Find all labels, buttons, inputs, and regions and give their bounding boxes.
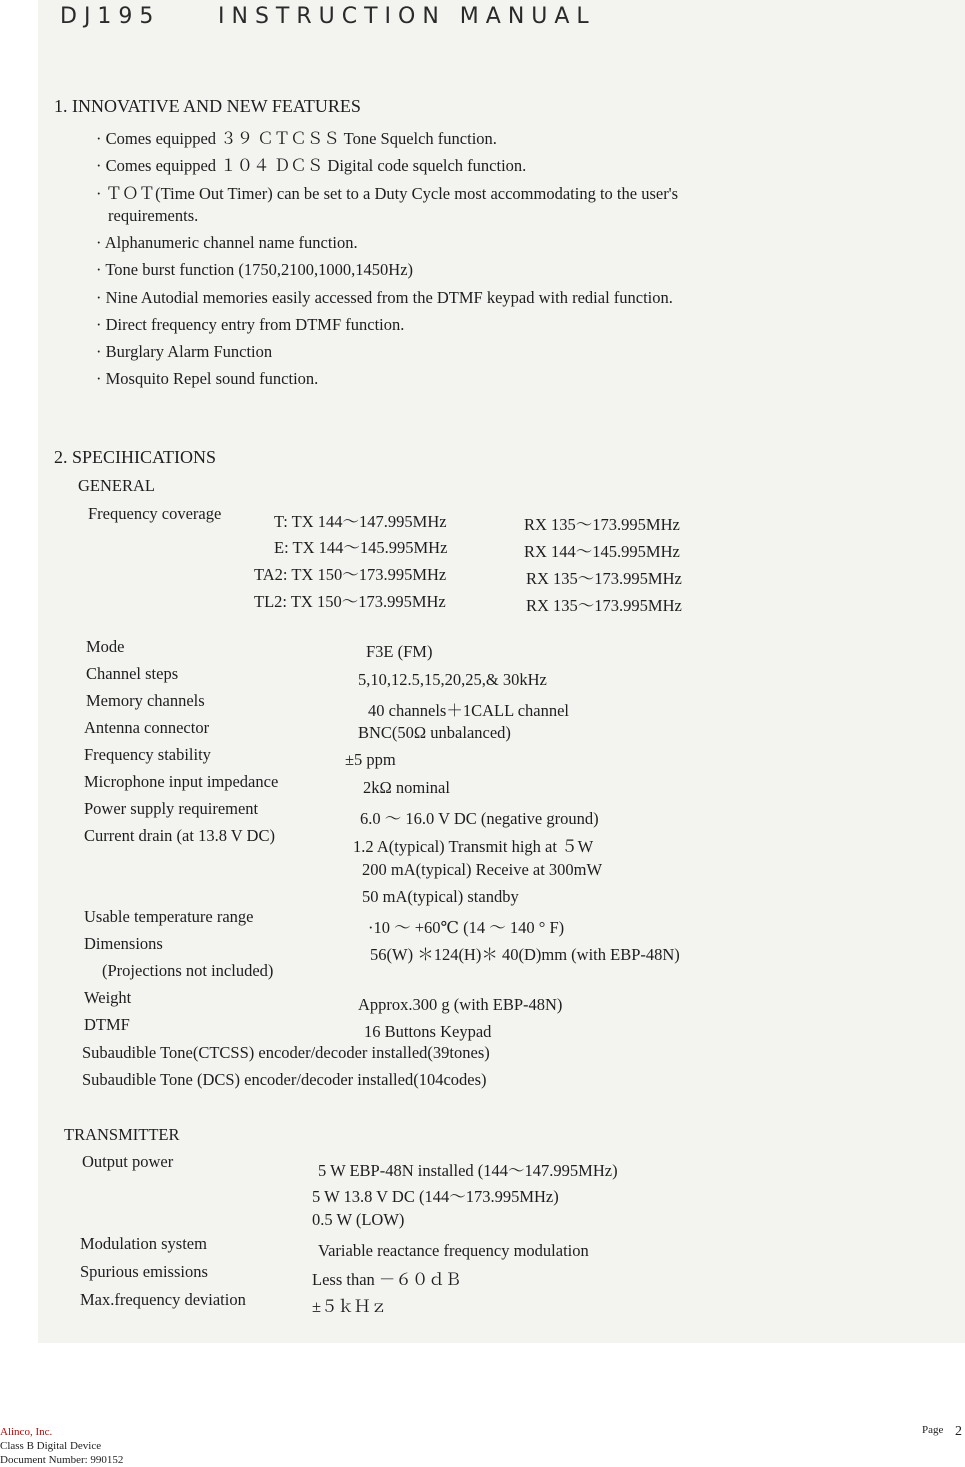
tx-value: Less than －６０ｄＢ bbox=[312, 1270, 462, 1289]
spec-label: Antenna connector bbox=[84, 718, 210, 737]
tx-label: Max.frequency deviation bbox=[80, 1290, 246, 1309]
model-number: DJ195 bbox=[60, 4, 161, 29]
page-label: Page bbox=[922, 1424, 944, 1436]
spec-label: Channel steps bbox=[86, 664, 179, 683]
manual-title: INSTRUCTION MANUAL bbox=[218, 4, 596, 29]
spec-value: ·10 ～ +60℃ (14 ～ 140 ° F) bbox=[368, 918, 565, 937]
features-heading: 1. INNOVATIVE AND NEW FEATURES bbox=[54, 96, 361, 116]
spec-label: Current drain (at 13.8 V DC) bbox=[84, 826, 275, 845]
tx-value: 5 W EBP-48N installed (144～147.995MHz) bbox=[318, 1161, 618, 1180]
spec-value: 40 channels＋1CALL channel bbox=[368, 701, 569, 720]
feature-item: · Tone burst function (1750,2100,1000,1450Hz) bbox=[96, 260, 414, 279]
spec-value: 16 Buttons Keypad bbox=[364, 1022, 492, 1041]
spec-label: Usable temperature range bbox=[84, 907, 254, 926]
freq-tx: TA2: TX 150～173.995MHz bbox=[254, 565, 447, 584]
spec-label: Microphone input impedance bbox=[84, 772, 279, 791]
spec-value: BNC(50Ω unbalanced) bbox=[358, 723, 511, 742]
footer-company: Alinco, Inc. bbox=[0, 1426, 53, 1438]
spec-value: Approx.300 g (with EBP-48N) bbox=[358, 995, 563, 1014]
spec-label: Power supply requirement bbox=[84, 799, 259, 818]
spec-label: Mode bbox=[86, 637, 125, 656]
spec-value: 200 mA(typical) Receive at 300mW bbox=[362, 860, 603, 879]
feature-item: · Comes equipped １０４ ＤＣＳ Digital code squelch function. bbox=[96, 156, 527, 175]
tx-value: Variable reactance frequency modulation bbox=[318, 1241, 589, 1260]
spec-value: 6.0 ～ 16.0 V DC (negative ground) bbox=[360, 809, 599, 828]
spec-value: ±5 ppm bbox=[345, 750, 396, 769]
tx-value: ±５ｋＨｚ bbox=[312, 1297, 388, 1316]
spec-label: Subaudible Tone (DCS) encoder/decoder installed(104codes) bbox=[82, 1070, 487, 1089]
spec-label: Memory channels bbox=[86, 691, 205, 710]
freq-tx: E: TX 144～145.995MHz bbox=[274, 538, 448, 557]
transmitter-subheading: TRANSMITTER bbox=[64, 1125, 180, 1144]
tx-label: Spurious emissions bbox=[80, 1262, 208, 1281]
spec-value: 56(W) ＊124(H)＊ 40(D)mm (with EBP-48N) bbox=[370, 945, 680, 964]
footer-device-class: Class B Digital Device bbox=[0, 1440, 102, 1452]
spec-label: Frequency stability bbox=[84, 745, 211, 764]
feature-item: · Direct frequency entry from DTMF function. bbox=[96, 315, 405, 334]
feature-item: · Mosquito Repel sound function. bbox=[96, 369, 319, 388]
specifications-heading: 2. SPECIHICATIONS bbox=[54, 447, 217, 467]
general-subheading: GENERAL bbox=[78, 476, 155, 495]
freq-rx: RX 135～173.995MHz bbox=[524, 515, 680, 534]
footer-block bbox=[0, 1425, 123, 1467]
spec-label: Dimensions bbox=[84, 934, 163, 953]
spec-label: Weight bbox=[84, 988, 132, 1007]
freq-rx: RX 135～173.995MHz bbox=[526, 569, 682, 588]
spec-value: 5,10,12.5,15,20,25,& 30kHz bbox=[358, 670, 547, 689]
spec-note: (Projections not included) bbox=[102, 961, 274, 980]
spec-label: Subaudible Tone(CTCSS) encoder/decoder installed(39tones) bbox=[82, 1043, 490, 1062]
feature-item: · Burglary Alarm Function bbox=[96, 342, 273, 361]
spec-value: F3E (FM) bbox=[366, 642, 433, 661]
frequency-coverage-label: Frequency coverage bbox=[88, 504, 222, 523]
freq-rx: RX 135～173.995MHz bbox=[526, 596, 682, 615]
freq-tx: T: TX 144～147.995MHz bbox=[274, 512, 447, 531]
freq-tx: TL2: TX 150～173.995MHz bbox=[254, 592, 446, 611]
feature-item: · ＴＯＴ(Time Out Timer) can be set to a Duty Cycle most accommodating to the user's bbox=[96, 184, 679, 203]
feature-item-continued: requirements. bbox=[108, 206, 199, 225]
spec-value: 1.2 A(typical) Transmit high at ５W bbox=[353, 837, 594, 856]
tx-value: 0.5 W (LOW) bbox=[312, 1210, 405, 1229]
footer-document-number: Document Number: 990152 bbox=[0, 1454, 124, 1466]
feature-item: · Nine Autodial memories easily accessed from the DTMF keypad with redial function. bbox=[96, 288, 673, 307]
spec-label: DTMF bbox=[84, 1015, 130, 1034]
spec-value: 50 mA(typical) standby bbox=[362, 887, 519, 906]
page-number: 2 bbox=[955, 1424, 962, 1439]
spec-value: 2kΩ nominal bbox=[363, 778, 450, 797]
freq-rx: RX 144～145.995MHz bbox=[524, 542, 680, 561]
scanned-page bbox=[38, 0, 965, 1343]
feature-item: · Alphanumeric channel name function. bbox=[96, 233, 358, 252]
tx-label: Modulation system bbox=[80, 1234, 207, 1253]
feature-item: · Comes equipped ３９ ＣＴＣＳＳ Tone Squelch function. bbox=[96, 129, 497, 148]
tx-value: 5 W 13.8 V DC (144～173.995MHz) bbox=[312, 1187, 559, 1206]
tx-label: Output power bbox=[82, 1152, 174, 1171]
